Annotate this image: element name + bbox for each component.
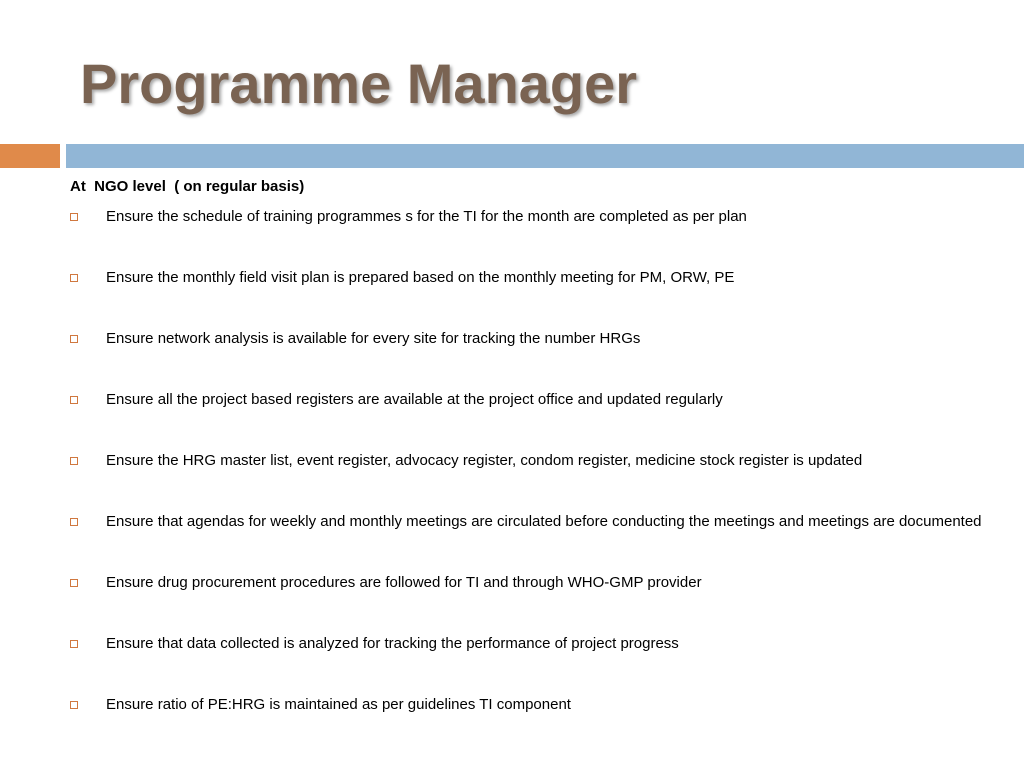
- subheading: At NGO level ( on regular basis): [70, 178, 305, 195]
- square-bullet-icon: [70, 396, 78, 404]
- list-item: [70, 207, 990, 227]
- square-bullet-icon: [70, 640, 78, 648]
- square-bullet-icon: [70, 701, 78, 709]
- list-item: [70, 634, 990, 654]
- bullet-text: Ensure the schedule of training programmes s for the TI for the month are completed as per plan: [106, 208, 747, 225]
- square-bullet-icon: [70, 213, 78, 221]
- list-item: [70, 390, 990, 410]
- square-bullet-icon: [70, 274, 78, 282]
- accent-bar-orange: [0, 144, 60, 168]
- square-bullet-icon: [70, 457, 78, 465]
- slide-title: Programme Manager: [80, 52, 638, 115]
- list-item: [70, 695, 990, 715]
- bullet-text: Ensure that agendas for weekly and monthly meetings are circulated before conducting the meetings and meetings are documented: [106, 513, 982, 530]
- bullet-text: Ensure ratio of PE:HRG is maintained as per guidelines TI component: [106, 696, 571, 713]
- accent-bar-blue: [66, 144, 1024, 168]
- bullet-text: Ensure that data collected is analyzed for tracking the performance of project progress: [106, 635, 679, 652]
- square-bullet-icon: [70, 579, 78, 587]
- list-item: [70, 512, 990, 532]
- list-item: [70, 451, 990, 471]
- square-bullet-icon: [70, 335, 78, 343]
- list-item: [70, 268, 990, 288]
- bullet-text: Ensure the HRG master list, event register, advocacy register, condom register, medicine stock register is updated: [106, 452, 863, 469]
- list-item: [70, 329, 990, 349]
- list-item: [70, 573, 990, 593]
- bullet-text: Ensure all the project based registers are available at the project office and updated regularly: [106, 391, 723, 408]
- bullet-text: Ensure network analysis is available for every site for tracking the number HRGs: [106, 330, 641, 347]
- square-bullet-icon: [70, 518, 78, 526]
- bullet-text: Ensure drug procurement procedures are followed for TI and through WHO-GMP provider: [106, 574, 702, 591]
- bullet-list: [70, 207, 990, 756]
- bullet-text: Ensure the monthly field visit plan is prepared based on the monthly meeting for PM, ORW, PE: [106, 269, 735, 286]
